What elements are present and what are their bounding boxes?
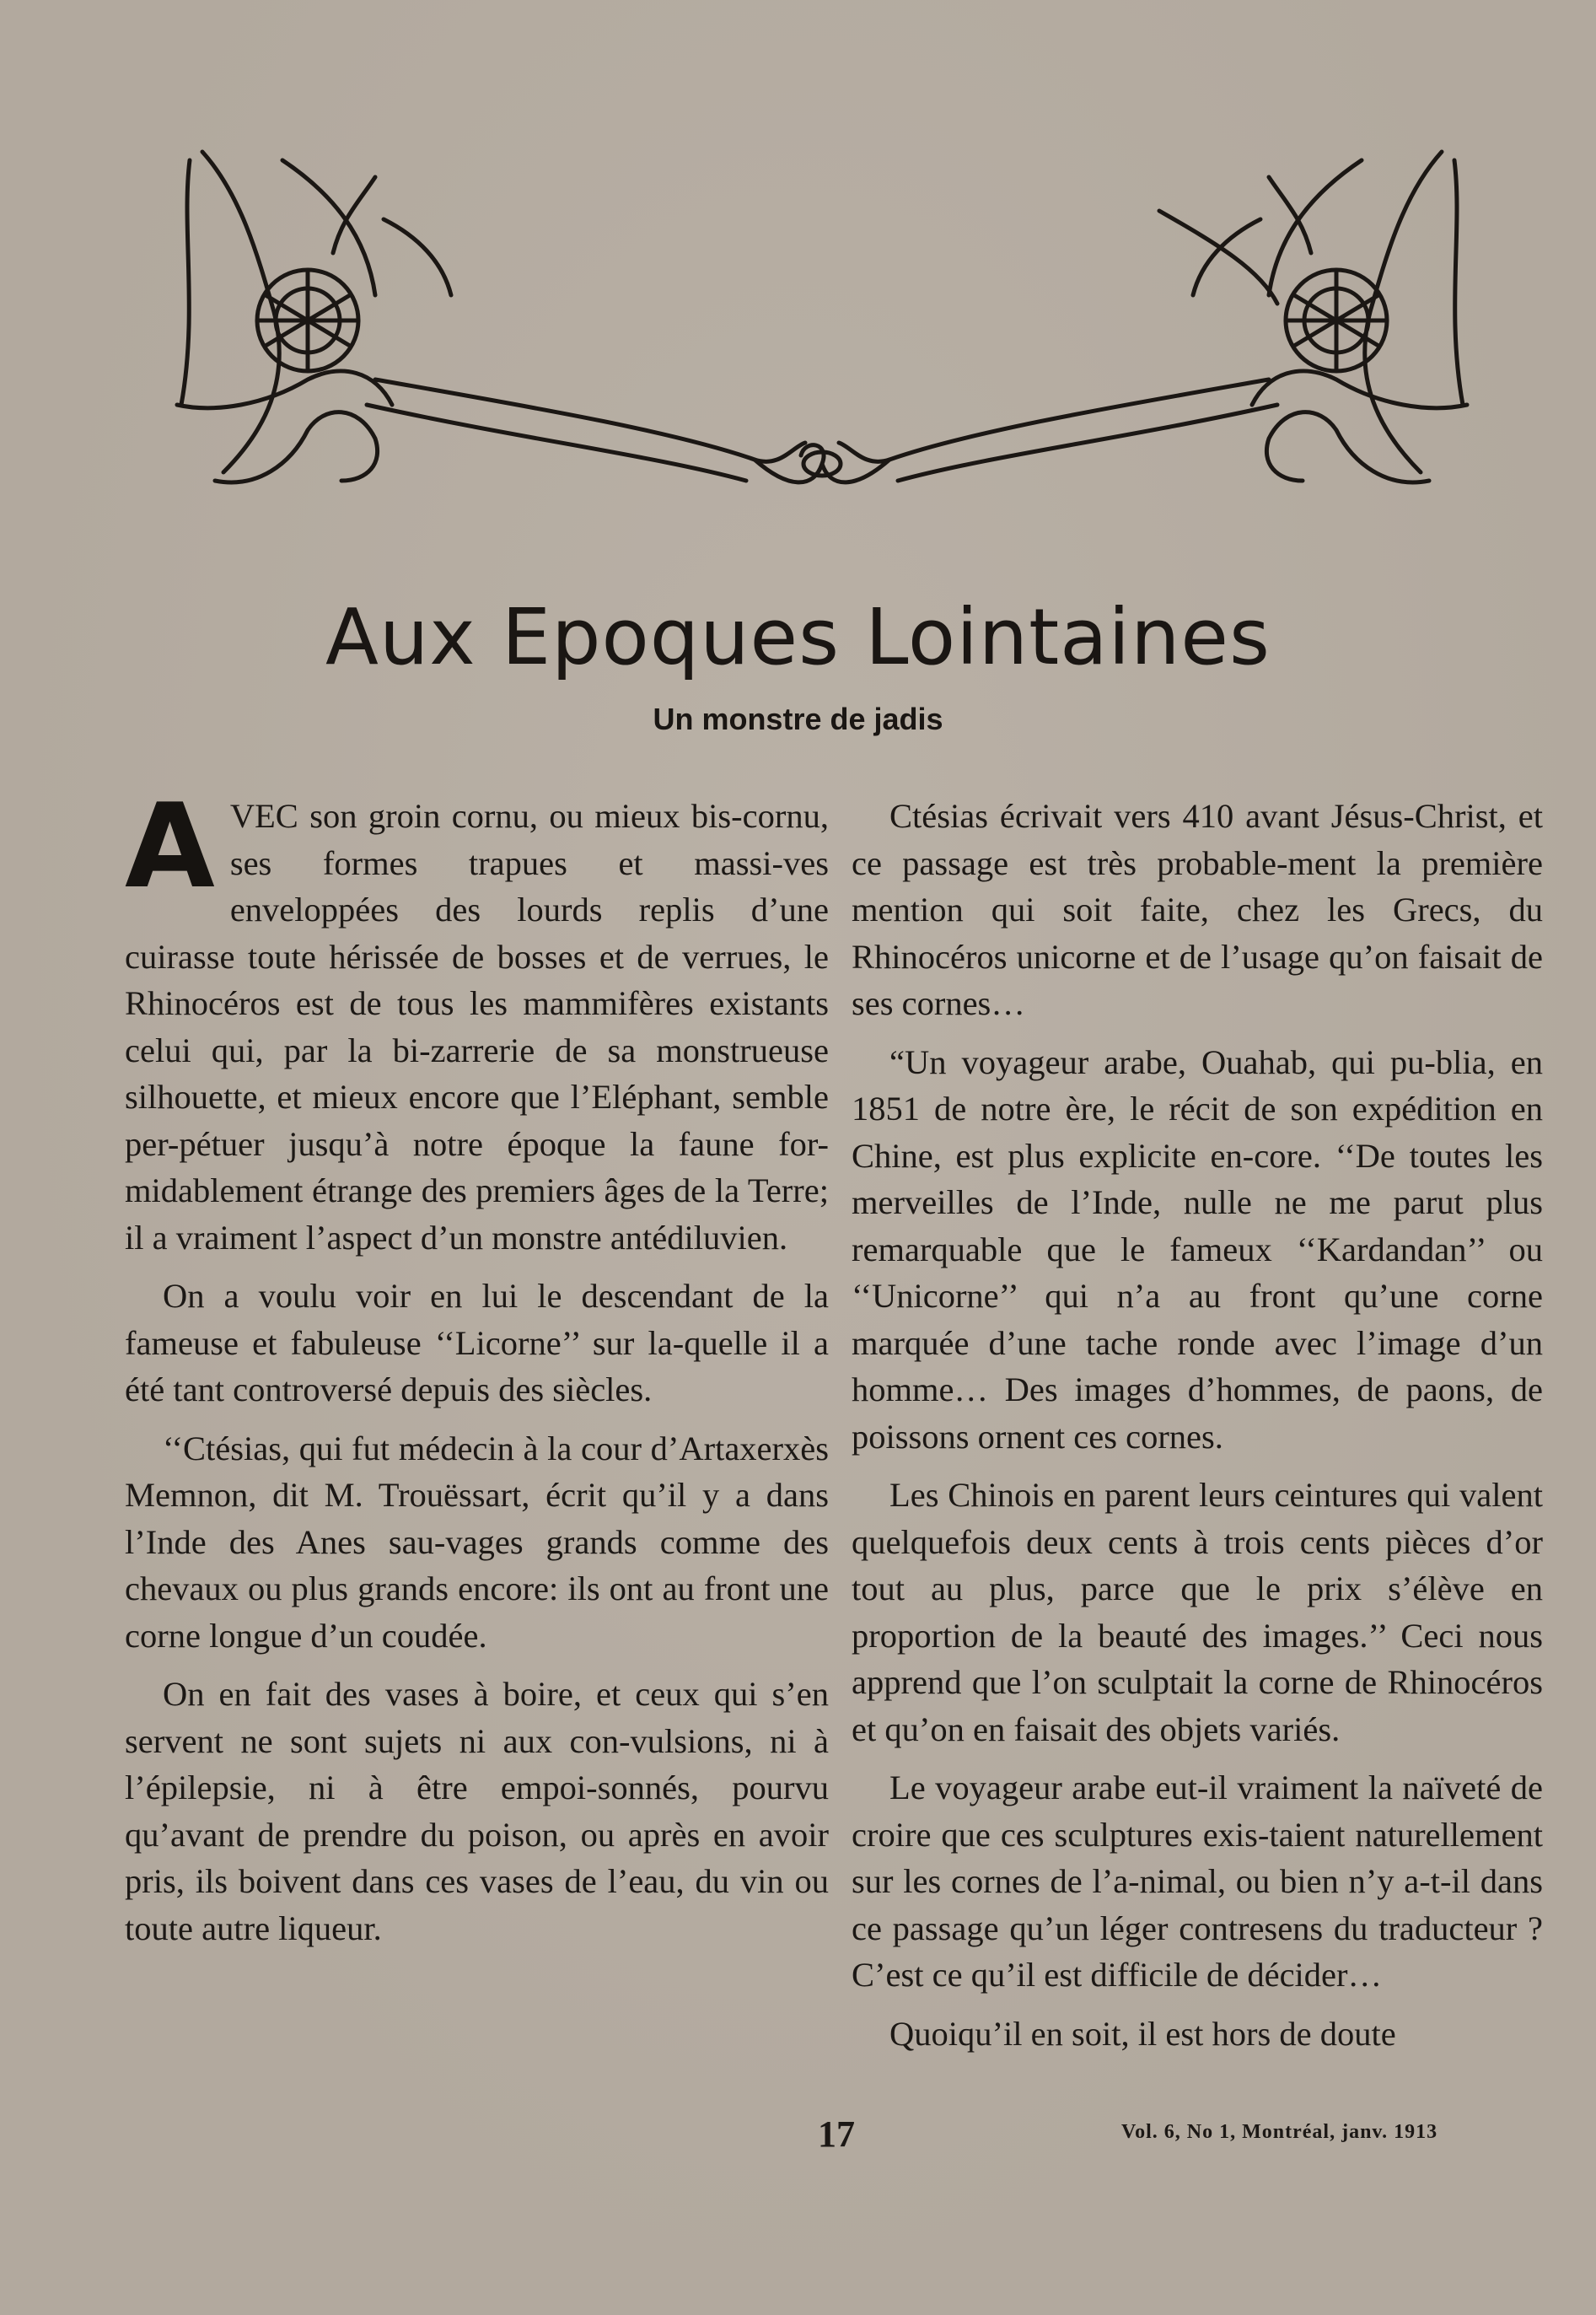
right-column xyxy=(852,793,1543,2069)
paragraph-7: Les Chinois en parent leurs ceintures qui valent quelquefois deux cents à trois cents pièces d’or tout au plus, parce que le prix s’élève en proportion de la beauté des images.’’ Ceci nous apprend que l’on sculptait la corne de Rhinocéros et qu’on en faisait des objets variés. xyxy=(852,1476,1543,1748)
page-number: 17 xyxy=(818,2113,855,2155)
paragraph-8: Le voyageur arabe eut-il vraiment la naïveté de croire que ces sculptures exis-taient naturellement sur les cornes de l’a-nimal, ou bien n’y a-t-il dans ce passage qu’un léger contresens du traducteur ? C’est ce qu’il est difficile de décider… xyxy=(852,1769,1543,1994)
paragraph-1-text: VEC son groin cornu, ou mieux bis-cornu, ses formes trapues et massi-ves enveloppées des lourds replis d’une cuirasse toute hérissée de bosses et de verrues, le Rhinocéros est de tous les mammifères existants celui qui, par la bi-zarrerie de sa monstrueuse silhouette, et mieux encore que l’Eléphant, semble per-pétuer jusqu’à notre époque la faune for-midablement étrange des premiers âges de la Terre; il a vraiment l’aspect d’un monstre antédiluvien. xyxy=(125,797,829,1257)
paragraph-6: “Un voyageur arabe, Ouahab, qui pu-blia, en 1851 de notre ère, le récit de son expédition en Chine, est plus explicite en-core. ‘‘De toutes les merveilles de l’Inde, nulle ne me parut plus remarquable que le fameux ‘‘Kardandan’’ ou ‘‘Unicorne’’ qui n’a au front qu’une corne marquée d’une tache ronde avec l’image d’un homme… Des images d’hommes, de paons, de poissons ornent ces cornes. xyxy=(852,1042,1543,1456)
paragraph-1 xyxy=(125,778,829,1261)
article-title: Aux Epoques Lointaines xyxy=(325,591,1271,682)
paragraph-4: On en fait des vases à boire, et ceux qui s’en servent ne sont sujets ni aux con-vulsions, ni à l’épilepsie, ni à être empoi-sonnés, pourvu qu’avant de prendre du poison, ou après en avoir pris, ils boivent dans ces vases de l’eau, du vin ou toute autre liqueur. xyxy=(125,1675,829,1947)
paragraph-3: ‘‘Ctésias, qui fut médecin à la cour d’Artaxerxès Memnon, dit M. Trouëssart, écrit qu’il y a dans l’Inde des Anes sau-vages grands comme des chevaux ou plus grands encore: ils ont au front une corne longue d’un coudée. xyxy=(125,1429,829,1655)
drop-cap: A xyxy=(125,778,215,914)
paragraph-9: Quoiqu’il en soit, il est hors de doute xyxy=(889,2014,1396,2053)
paragraph-2: On a voulu voir en lui le descendant de la fameuse et fabuleuse ‘‘Licorne’’ sur la-quelle il a été tant controversé depuis des siècles. xyxy=(125,1277,829,1408)
art-nouveau-floral-ornament xyxy=(164,127,1480,523)
left-column xyxy=(125,778,829,1963)
issue-info: Vol. 6, No 1, Montréal, janv. 1913 xyxy=(1121,2121,1438,2143)
article-subtitle: Un monstre de jadis xyxy=(653,702,943,736)
paragraph-5: Ctésias écrivait vers 410 avant Jésus-Christ, et ce passage est très probable-ment la première mention qui soit faite, chez les Grecs, du Rhinocéros unicorne et de l’usage qu’on faisait de ses cornes… xyxy=(852,797,1543,1022)
